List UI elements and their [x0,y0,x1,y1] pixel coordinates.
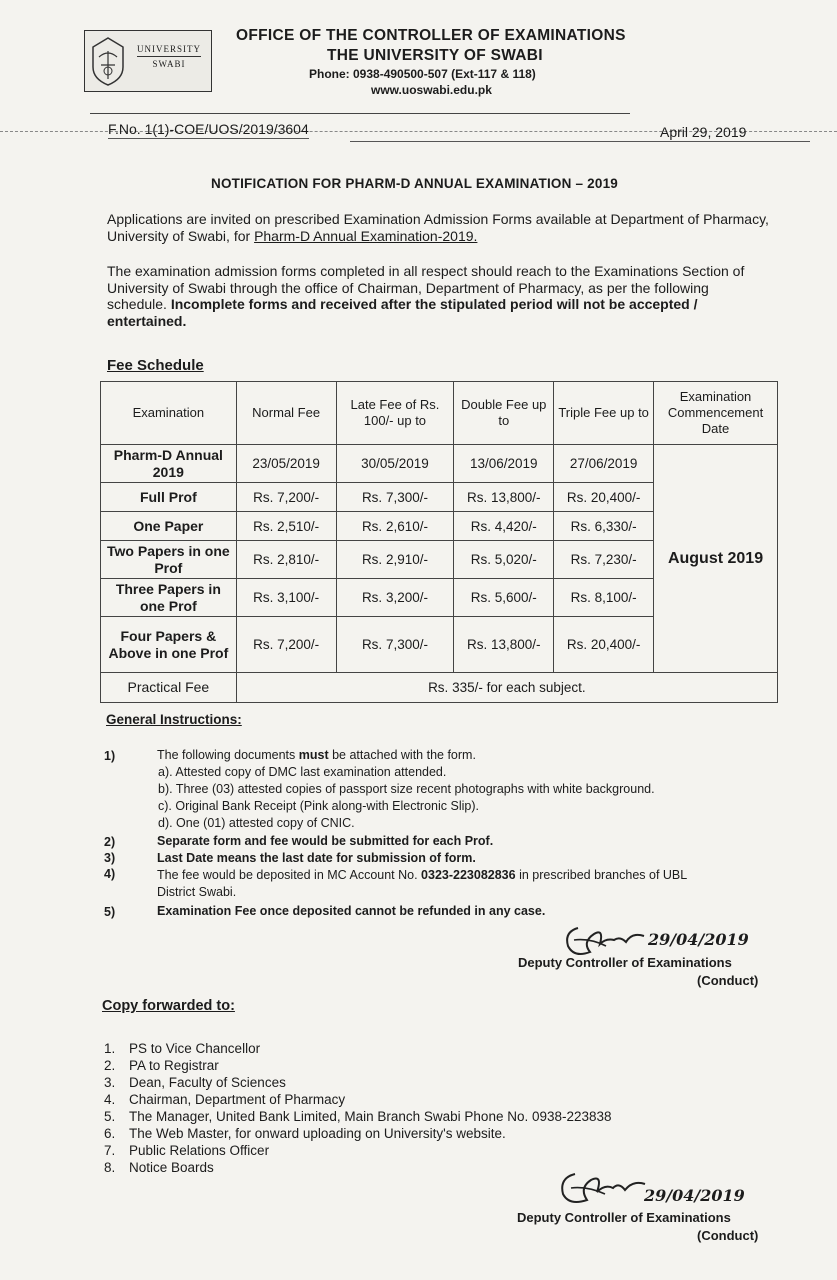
fee-cell: Rs. 13,800/- [454,483,554,512]
logo-lettering: UNIVERSITY SWABI [137,44,201,69]
para2-text: The examination admission forms completed in all respect should reach to the Examinations Section of University of Swabi through the office of Chairman, Department of Pharmacy, as per the following schedule. [107,263,745,312]
fee-cell: Rs. 4,420/- [454,512,554,541]
instruction-1-emphasis: must [298,748,329,762]
table-row [101,445,778,483]
practical-fee-label: Practical Fee [101,673,237,703]
office-title: OFFICE OF THE CONTROLLER OF EXAMINATIONS [236,27,626,44]
instruction-1 [157,747,476,763]
header-divider [90,113,630,114]
list-item [104,1159,612,1176]
fee-cell: Rs. 20,400/- [554,483,654,512]
office-website: www.uoswabi.edu.pk [371,83,492,97]
file-number: F.No. 1(1)-COE/UOS/2019/3604 [108,121,309,137]
fee-cell: Rs. 13,800/- [454,617,554,673]
header-examination: Examination [101,382,237,445]
fee-cell: Rs. 8,100/- [554,579,654,617]
list-item [104,1040,612,1057]
fee-cell: 30/05/2019 [336,445,454,483]
exam-name: Three Papers in one Prof [101,579,237,617]
fee-cell: Rs. 7,300/- [336,483,454,512]
list-text: Public Relations Officer [129,1143,270,1158]
instruction-1-text-end: be attached with the form. [328,748,476,762]
instruction-number: 5) [104,905,116,919]
fee-cell: Rs. 5,020/- [454,541,554,579]
list-text: Dean, Faculty of Sciences [129,1075,286,1090]
copy-forwarded-heading: Copy forwarded to: [102,998,235,1014]
exam-name: Pharm-D Annual 2019 [101,445,237,483]
list-item [104,1091,612,1108]
header-double-fee: Double Fee up to [454,382,554,445]
university-logo [84,30,212,92]
para2-warning: Incomplete forms and received after the stipulated period will not be accepted / entertained. [107,296,698,329]
fee-schedule-heading: Fee Schedule [107,357,204,374]
university-name: THE UNIVERSITY OF SWABI [327,47,543,64]
paragraph-applications [107,211,771,244]
list-number: 7. [104,1143,116,1158]
exam-name: Full Prof [101,483,237,512]
signature-icon [555,1166,651,1210]
list-item [104,1074,612,1091]
office-phone: Phone: 0938-490500-507 (Ext-117 & 118) [309,67,536,81]
signature-date: 29/04/2019 [648,930,749,949]
fee-cell: Rs. 2,610/- [336,512,454,541]
letter-date: April 29, 2019 [660,124,747,140]
header-late-fee: Late Fee of Rs. 100/- up to [336,382,454,445]
instruction-4-text: The fee would be deposited in MC Account No. [157,868,422,882]
signatory-title: Deputy Controller of Examinations [517,1210,731,1225]
fee-cell: Rs. 3,100/- [236,579,336,617]
instruction-number: 3) [104,851,116,865]
list-text: PA to Registrar [129,1058,219,1073]
practical-fee-value: Rs. 335/- for each subject. [236,673,777,703]
copy-forwarded-list [104,1040,612,1176]
instruction-4-line2: District Swabi. [157,885,237,899]
list-text: Notice Boards [129,1160,214,1175]
fee-cell: 13/06/2019 [454,445,554,483]
instruction-3: Last Date means the last date for submission of form. [157,851,476,865]
fee-cell: Rs. 20,400/- [554,617,654,673]
list-text: The Manager, United Bank Limited, Main Branch Swabi Phone No. 0938-223838 [129,1109,612,1124]
list-item [104,1142,612,1159]
header-normal-fee: Normal Fee [236,382,336,445]
fee-cell: Rs. 6,330/- [554,512,654,541]
fee-cell: Rs. 7,230/- [554,541,654,579]
signatory-department: (Conduct) [697,973,759,988]
fee-cell: 23/05/2019 [236,445,336,483]
fee-cell: Rs. 3,200/- [336,579,454,617]
fee-cell: 27/06/2019 [554,445,654,483]
instruction-number: 4) [104,867,116,881]
signatory-department: (Conduct) [697,1228,759,1243]
fee-cell: Rs. 5,600/- [454,579,554,617]
instruction-1d: d). One (01) attested copy of CNIC. [158,816,355,830]
paragraph-submission [107,263,771,329]
instruction-5: Examination Fee once deposited cannot be refunded in any case. [157,904,546,918]
fee-cell: Rs. 2,910/- [336,541,454,579]
list-number: 3. [104,1075,116,1090]
list-text: Chairman, Department of Pharmacy [129,1092,346,1107]
fee-cell: Rs. 7,200/- [236,617,336,673]
list-item [104,1057,612,1074]
list-number: 6. [104,1126,116,1141]
list-number: 2. [104,1058,116,1073]
signatory-title: Deputy Controller of Examinations [518,955,732,970]
table-row-practical [101,673,778,703]
instruction-1c: c). Original Bank Receipt (Pink along-with Electronic Slip). [158,799,479,813]
para1-exam-name: Pharm-D Annual Examination-2019. [254,227,478,244]
table-header-row [101,382,778,445]
header-triple-fee: Triple Fee up to [554,382,654,445]
exam-name: Four Papers & Above in one Prof [101,617,237,673]
fee-cell: Rs. 7,200/- [236,483,336,512]
fee-schedule-table [100,381,778,703]
instruction-4-text-end: in prescribed branches of UBL [515,868,688,882]
university-crest-icon [89,35,127,87]
instruction-1b: b). Three (03) attested copies of passport size recent photographs with white background. [158,782,655,796]
list-number: 8. [104,1160,116,1175]
instruction-1a: a). Attested copy of DMC last examination attended. [158,765,447,779]
list-item [104,1125,612,1142]
general-instructions-heading: General Instructions: [106,712,242,727]
list-item [104,1108,612,1125]
instruction-4 [157,867,687,883]
list-number: 5. [104,1109,116,1124]
header-commencement: Examination Commencement Date [654,382,778,445]
exam-name: One Paper [101,512,237,541]
exam-name: Two Papers in one Prof [101,541,237,579]
fee-cell: Rs. 2,510/- [236,512,336,541]
para1-text: Applications are invited on prescribed Examination Admission Forms available at Department of Pharmacy, University of Swabi, for [107,211,769,244]
fee-cell: Rs. 2,810/- [236,541,336,579]
instruction-2: Separate form and fee would be submitted for each Prof. [157,834,494,848]
instruction-number: 2) [104,835,116,849]
date-rule [350,141,810,142]
fee-cell: Rs. 7,300/- [336,617,454,673]
notification-title: NOTIFICATION FOR PHARM-D ANNUAL EXAMINATION – 2019 [211,176,619,191]
instruction-1-text: The following documents [157,748,299,762]
list-text: The Web Master, for onward uploading on University's website. [129,1126,506,1141]
commencement-date: August 2019 [654,445,778,673]
list-text: PS to Vice Chancellor [129,1041,261,1056]
instruction-number: 1) [104,749,116,763]
list-number: 1. [104,1041,116,1056]
signature-date: 29/04/2019 [644,1186,745,1205]
list-number: 4. [104,1092,116,1107]
account-number: 0323-223082836 [421,868,516,882]
